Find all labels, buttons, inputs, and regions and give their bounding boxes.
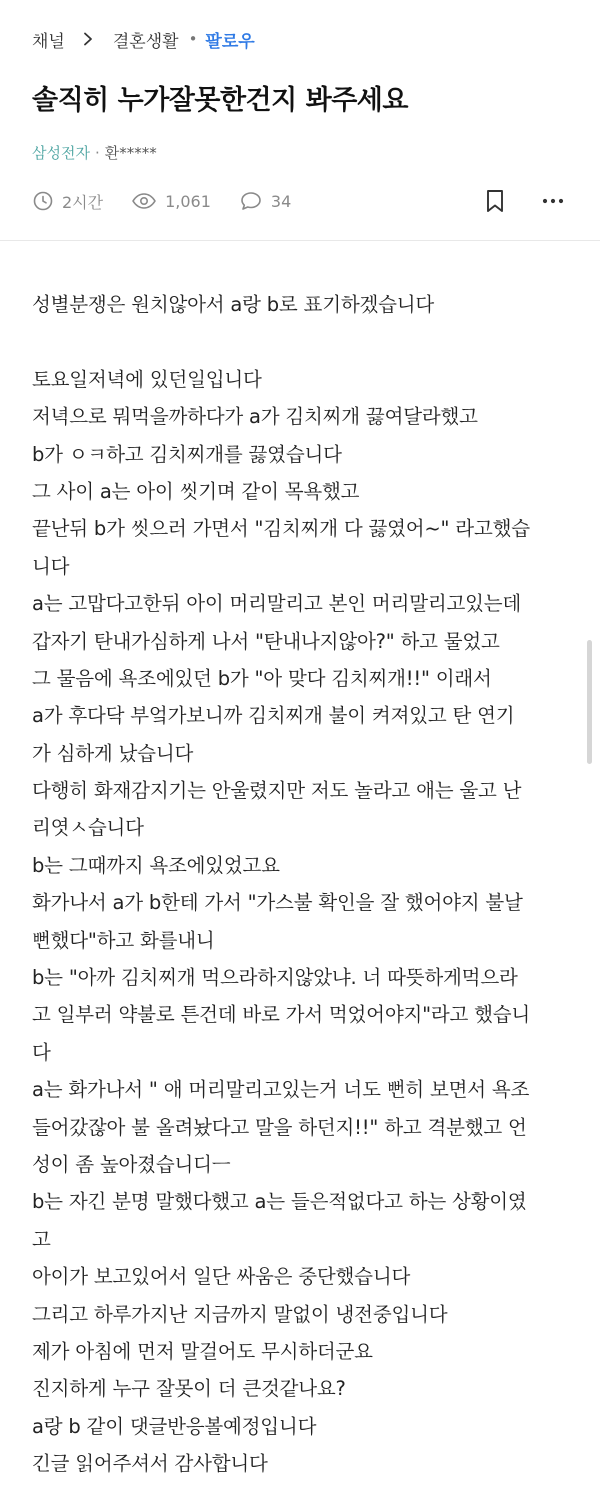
post-body-line: 제가 아침에 먼저 말걸어도 무시하더군요 <box>32 1339 373 1363</box>
post-stats <box>32 186 568 216</box>
post-body-line: 리엿ㅅ습니다 <box>32 816 144 840</box>
views-stat <box>131 190 211 212</box>
post-body-line: 성별분쟁은 원치않아서 a랑 b로 표기하겠습니다 <box>32 293 435 316</box>
post-body-line: 갑자기 탄내가심하게 나서 "탄내나지않아?" 하고 물었고 <box>32 629 500 653</box>
comment-icon <box>239 190 263 212</box>
post-body-line: 화가나서 a가 b한테 가서 "가스불 확인을 잘 했어야지 불날 <box>32 891 523 915</box>
post-body-line: 저녁으로 뭐먹을까하다가 a가 김치찌개 끓여달라했고 <box>32 405 478 429</box>
scrollbar[interactable] <box>587 640 592 764</box>
post-body-line: 다행히 화재감지기는 안울렸지만 저도 놀라고 애는 울고 난 <box>32 779 522 803</box>
breadcrumb <box>32 26 568 52</box>
chevron-right-icon <box>75 26 101 52</box>
post-body-line: a는 고맙다고한뒤 아이 머리말리고 본인 머리말리고있는데 <box>32 592 522 616</box>
views-text: 1,061 <box>165 191 211 211</box>
post-body-line: 들어갔잖아 불 올려놨다고 말을 하던지!!" 하고 격분했고 언 <box>32 1115 527 1139</box>
post-body-line: 그 사이 a는 아이 씻기며 같이 목욕했고 <box>32 479 360 503</box>
post-body-line: 진지하게 누구 잘못이 더 큰것같나요? <box>32 1377 346 1401</box>
breadcrumb-topic[interactable]: 결혼생활 <box>112 31 179 52</box>
post-title: 솔직히 누가잘못한건지 봐주세요 <box>32 85 408 116</box>
post-body-line: a가 후다닥 부엌가보니까 김치찌개 불이 켜져있고 탄 연기 <box>32 704 515 728</box>
post-body-line: a랑 b 같이 댓글반응볼예정입니다 <box>32 1414 317 1438</box>
author-nickname: 환***** <box>104 144 157 162</box>
post-body-line: a는 화가나서 " 애 머리말리고있는거 너도 뻔히 보면서 욕조 <box>32 1078 530 1102</box>
post-body-line: 그리고 하루가지난 지금까지 말없이 냉전중입니다 <box>32 1302 448 1326</box>
post-body-line: b는 그때까지 욕조에있었고요 <box>32 853 280 877</box>
clock-icon <box>32 190 54 212</box>
post-body-line: 성이 좀 높아졌습니디ㅡ <box>32 1152 231 1176</box>
bookmark-button[interactable] <box>480 186 510 216</box>
post-body-line: 고 <box>32 1227 51 1251</box>
post-body-line: 뻔했다"하고 화를내니 <box>32 928 215 952</box>
post-body-line: b는 "아까 김치찌개 먹으라하지않았냐. 너 따뜻하게먹으라 <box>32 966 518 990</box>
more-button[interactable] <box>538 186 568 216</box>
eye-icon <box>131 190 157 212</box>
post-body-line: 토요일저녁에 있던일입니다 <box>32 367 262 391</box>
author-line <box>32 142 157 163</box>
post-body-line: 니다 <box>32 554 70 578</box>
author-separator: · <box>94 143 100 162</box>
bookmark-icon <box>485 189 505 213</box>
author-company[interactable]: 삼성전자 <box>32 144 90 162</box>
post-body-line: 가 심하게 났습니다 <box>32 741 194 765</box>
post-body-line: 그 물음에 욕조에있던 b가 "아 맞다 김치찌개!!" 이래서 <box>32 666 492 690</box>
post-body-line: 긴글 읽어주셔서 감사합니다 <box>32 1452 268 1476</box>
time-stat <box>32 190 103 213</box>
post-body-line <box>32 323 572 360</box>
breadcrumb-dot: • <box>188 30 198 48</box>
header-divider <box>0 240 600 241</box>
post-actions <box>452 186 568 216</box>
follow-button[interactable]: 팔로우 <box>205 31 255 52</box>
post-body-line: 끝난뒤 b가 씻으러 가면서 "김치찌개 다 끓였어~" 라고했습 <box>32 517 530 541</box>
post-body-line: 아이가 보고있어서 일단 싸움은 중단했습니다 <box>32 1265 411 1289</box>
comments-stat[interactable] <box>239 190 291 212</box>
post-body-line: 다 <box>32 1040 51 1064</box>
post-body-line: b는 자긴 분명 말했다했고 a는 들은적없다고 하는 상황이였 <box>32 1190 527 1214</box>
time-text: 2시간 <box>62 192 104 212</box>
more-icon <box>542 198 564 204</box>
post-body-line: b가 ㅇㅋ하고 김치찌개를 끓였습니다 <box>32 442 342 466</box>
comments-text: 34 <box>270 191 292 211</box>
post-body <box>32 286 572 1483</box>
post-body-line: 고 일부러 약불로 튼건데 바로 가서 먹었어야지"라고 했습니 <box>32 1003 531 1027</box>
breadcrumb-channel[interactable]: 채널 <box>32 31 65 52</box>
